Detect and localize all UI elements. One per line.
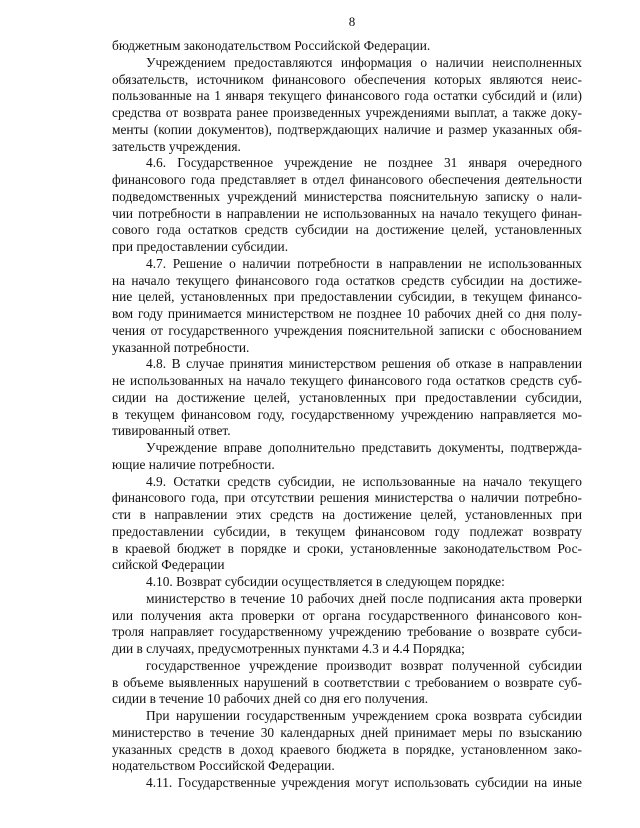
text-line: тивированный ответ. [112, 423, 231, 439]
text-line: пользованные на 1 января текущего финансового года остатки субсидий и (или) [112, 88, 582, 104]
text-line: средства от возврата ранее произведенных учреждениями выплат, а также доку- [112, 105, 582, 120]
page-number: 8 [348, 14, 356, 29]
paragraph [112, 38, 582, 55]
text-line: на начало текущего финансового года остатков средств субсидии на достиже- [112, 272, 582, 288]
text-line: 4.6. Государственное учреждение не позднее 31 января очередного [146, 155, 582, 171]
text-line: нодательством Российской Федерации. [112, 758, 335, 774]
document-body [112, 38, 582, 792]
text-line: зательств учреждения. [112, 138, 241, 154]
text-line: менты (копии документов), подтверждающих наличие и размер указанных обя- [112, 121, 582, 137]
text-line: вом году принимается министерством не позднее 10 рабочих дней со дня полу- [112, 306, 582, 321]
text-line: предоставлении субсидии, в текущем финансовом году подлежат возврату [112, 523, 582, 539]
text-line: финансового года, при отсутствии решения министерства о наличии потребно- [112, 490, 582, 506]
text-line: министерство в течение 30 календарных дней принимает меры по взысканию [112, 724, 582, 740]
text-line: дии в случаях, предусмотренных пунктами 4.3 и 4.4 Порядка; [112, 641, 465, 656]
text-line: 4.8. В случае принятия министерством решения об отказе в направлении [146, 356, 582, 372]
text-line: При нарушении государственным учреждением срока возврата субсидии [146, 708, 582, 723]
text-line: сийской Федерации [112, 557, 225, 573]
paragraph [112, 356, 582, 440]
text-line: троля направляет государственному учреждению требование о возврате субси- [112, 624, 582, 640]
text-line: министерство в течение 10 рабочих дней после подписания акта проверки [146, 590, 582, 606]
text-line: Учреждение вправе дополнительно представить документы, подтвержда- [146, 440, 582, 455]
text-line: Учреждением предоставляются информация о наличии неисполненных [146, 54, 582, 70]
paragraph [112, 474, 582, 575]
text-line: 4.7. Решение о наличии потребности в направлении не использованных [146, 255, 582, 271]
text-line: ющие наличие потребности. [112, 456, 275, 472]
text-line: обязательств, источником финансового обеспечения которых являются неис- [112, 71, 582, 87]
text-line: 4.11. Государственные учреждения могут использовать субсидии на иные [146, 775, 582, 790]
paragraph [112, 775, 582, 792]
text-line: 4.10. Возврат субсидии осуществляется в следующем порядке: [146, 574, 505, 589]
text-line: бюджетным законодательством Российской Федерации. [112, 38, 431, 53]
text-line: указанной потребности. [112, 339, 250, 355]
text-line: чии потребности в направлении не использованных на начало текущего финан- [112, 205, 582, 221]
text-line: сти в направлении этих средств на достижение целей, установленных при [112, 507, 582, 522]
text-line: не использованных на начало текущего финансового года остатков средств суб- [112, 373, 582, 388]
text-line: подведомственных учреждений министерства пояснительную записку о нали- [112, 188, 582, 204]
text-line: финансового года представляет в отдел финансового обеспечения деятельности [112, 172, 582, 187]
text-line: государственное учреждение производит возврат полученной субсидии [146, 657, 582, 673]
text-line: сового года остатков средств субсидии на достижение целей, установленных [112, 222, 582, 238]
paragraph [112, 155, 582, 256]
paragraph [112, 658, 582, 708]
paragraph [112, 574, 582, 591]
text-line: чения от государственного учреждения пояснительной записки с обоснованием [112, 322, 582, 338]
text-line: в текущем финансовом году, государственному учреждению направляется мо- [112, 406, 582, 422]
text-line: сидии в течение 10 рабочих дней со дня его получения. [112, 691, 429, 707]
text-line: сидии на достижение целей, установленных при предоставлении субсидии, [112, 389, 582, 405]
paragraph [112, 256, 582, 357]
text-line: в краевой бюджет в порядке и сроки, установленные законодательством Рос- [112, 540, 582, 556]
text-line: ние целей, установленных при предоставлении субсидии, в текущем финансо- [112, 289, 582, 305]
paragraph [112, 591, 582, 658]
text-line: или получения акта проверки от органа государственного финансового кон- [112, 607, 582, 623]
paragraph [112, 708, 582, 775]
paragraph [112, 440, 582, 474]
text-line: 4.9. Остатки средств субсидии, не использованные на начало текущего [146, 473, 582, 489]
text-line: при предоставлении субсидии. [112, 239, 289, 254]
text-line: в объеме выявленных нарушений в соответствии с требованием о возврате суб- [112, 674, 582, 690]
text-line: указанных средств в доход краевого бюджета в порядке, установленном зако- [112, 741, 582, 757]
paragraph [112, 55, 582, 156]
